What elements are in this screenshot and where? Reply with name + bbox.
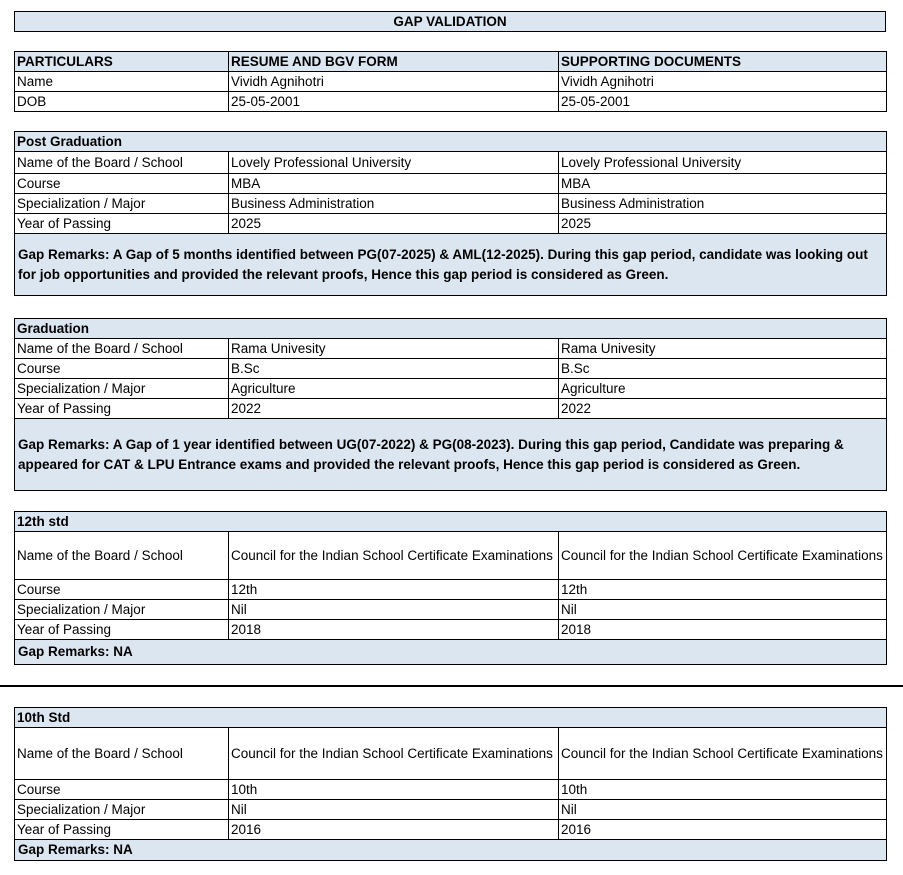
docs-value: Business Administration	[559, 194, 887, 214]
docs-value: Nil	[559, 800, 887, 820]
row-label: Name of the Board / School	[15, 728, 229, 780]
section-heading-row	[15, 319, 887, 339]
resume-value: Agriculture	[229, 379, 559, 399]
docs-value: Vividh Agnihotri	[559, 72, 887, 92]
row-label: Specialization / Major	[15, 194, 229, 214]
resume-value: Lovely Professional University	[229, 152, 559, 174]
table-row	[15, 580, 887, 600]
resume-value: Nil	[229, 600, 559, 620]
graduation-table	[14, 318, 887, 491]
row-label: Course	[15, 580, 229, 600]
resume-value: Nil	[229, 800, 559, 820]
gap-remarks: Gap Remarks: NA	[15, 640, 887, 665]
section-heading-row	[15, 132, 887, 152]
resume-value: Vividh Agnihotri	[229, 72, 559, 92]
header-resume-bgv: RESUME AND BGV FORM	[229, 52, 559, 72]
header-supporting-docs: SUPPORTING DOCUMENTS	[559, 52, 887, 72]
post-graduation-table	[14, 131, 887, 296]
row-label: Specialization / Major	[15, 379, 229, 399]
resume-value: B.Sc	[229, 359, 559, 379]
resume-value: 2016	[229, 820, 559, 840]
docs-value: 2018	[559, 620, 887, 640]
table-row	[15, 728, 887, 780]
section-heading: Graduation	[15, 319, 887, 339]
row-label: Year of Passing	[15, 620, 229, 640]
docs-value: Council for the Indian School Certificate Examinations	[559, 532, 887, 580]
section-heading-row	[15, 708, 887, 728]
docs-value: 25-05-2001	[559, 92, 887, 112]
resume-value: 12th	[229, 580, 559, 600]
table-row	[15, 780, 887, 800]
table-row	[15, 152, 887, 174]
resume-value: Rama Univesity	[229, 339, 559, 359]
row-label: Specialization / Major	[15, 800, 229, 820]
table-row	[15, 532, 887, 580]
table-row	[15, 359, 887, 379]
table-row	[15, 620, 887, 640]
table-row	[15, 379, 887, 399]
row-label: Specialization / Major	[15, 600, 229, 620]
row-label: Course	[15, 780, 229, 800]
table-row	[15, 194, 887, 214]
resume-value: 10th	[229, 780, 559, 800]
row-label: DOB	[15, 92, 229, 112]
row-label: Name of the Board / School	[15, 532, 229, 580]
docs-value: B.Sc	[559, 359, 887, 379]
gap-remarks-row	[15, 419, 887, 491]
resume-value: 2022	[229, 399, 559, 419]
row-label: Year of Passing	[15, 214, 229, 234]
gap-remarks-row	[15, 234, 887, 296]
docs-value: Rama Univesity	[559, 339, 887, 359]
row-label: Name of the Board / School	[15, 339, 229, 359]
section-heading-row	[15, 512, 887, 532]
section-heading: 10th Std	[15, 708, 887, 728]
docs-value: Agriculture	[559, 379, 887, 399]
std12-table	[14, 511, 887, 665]
section-heading: Post Graduation	[15, 132, 887, 152]
resume-value: 25-05-2001	[229, 92, 559, 112]
std10-table	[14, 707, 887, 861]
resume-value: Council for the Indian School Certificate Examinations	[229, 728, 559, 780]
table-row	[15, 339, 887, 359]
table-row	[15, 820, 887, 840]
header-particulars: PARTICULARS	[15, 52, 229, 72]
row-label: Year of Passing	[15, 399, 229, 419]
resume-value: 2025	[229, 214, 559, 234]
docs-value: MBA	[559, 174, 887, 194]
docs-value: Council for the Indian School Certificate Examinations	[559, 728, 887, 780]
table-row	[15, 72, 887, 92]
table-row	[15, 399, 887, 419]
page-title: GAP VALIDATION	[14, 11, 886, 32]
page-divider	[0, 685, 903, 687]
section-heading: 12th std	[15, 512, 887, 532]
row-label: Name	[15, 72, 229, 92]
row-label: Name of the Board / School	[15, 152, 229, 174]
table-row	[15, 800, 887, 820]
row-label: Course	[15, 359, 229, 379]
row-label: Course	[15, 174, 229, 194]
resume-value: 2018	[229, 620, 559, 640]
table-row	[15, 600, 887, 620]
gap-remarks: Gap Remarks: A Gap of 5 months identified between PG(07-2025) & AML(12-2025). During this gap period, candidate was looking out for job opportunities and provided the relevant proofs, Hence this gap period is considered as Green.	[15, 234, 887, 296]
docs-value: 12th	[559, 580, 887, 600]
docs-value: Nil	[559, 600, 887, 620]
gap-remarks: Gap Remarks: A Gap of 1 year identified between UG(07-2022) & PG(08-2023). During this gap period, Candidate was preparing & appeared for CAT & LPU Entrance exams and provided the relevant proofs, Hence this gap period is considered as Green.	[15, 419, 887, 491]
docs-value: 2022	[559, 399, 887, 419]
docs-value: 2025	[559, 214, 887, 234]
docs-value: 10th	[559, 780, 887, 800]
resume-value: Council for the Indian School Certificate Examinations	[229, 532, 559, 580]
gap-remarks-row	[15, 840, 887, 861]
row-label: Year of Passing	[15, 820, 229, 840]
gap-remarks: Gap Remarks: NA	[15, 840, 887, 861]
table-row	[15, 174, 887, 194]
table-header-row	[15, 52, 887, 72]
resume-value: MBA	[229, 174, 559, 194]
resume-value: Business Administration	[229, 194, 559, 214]
docs-value: Lovely Professional University	[559, 152, 887, 174]
table-row	[15, 214, 887, 234]
docs-value: 2016	[559, 820, 887, 840]
personal-details-table	[14, 51, 887, 112]
table-row	[15, 92, 887, 112]
gap-remarks-row	[15, 640, 887, 665]
